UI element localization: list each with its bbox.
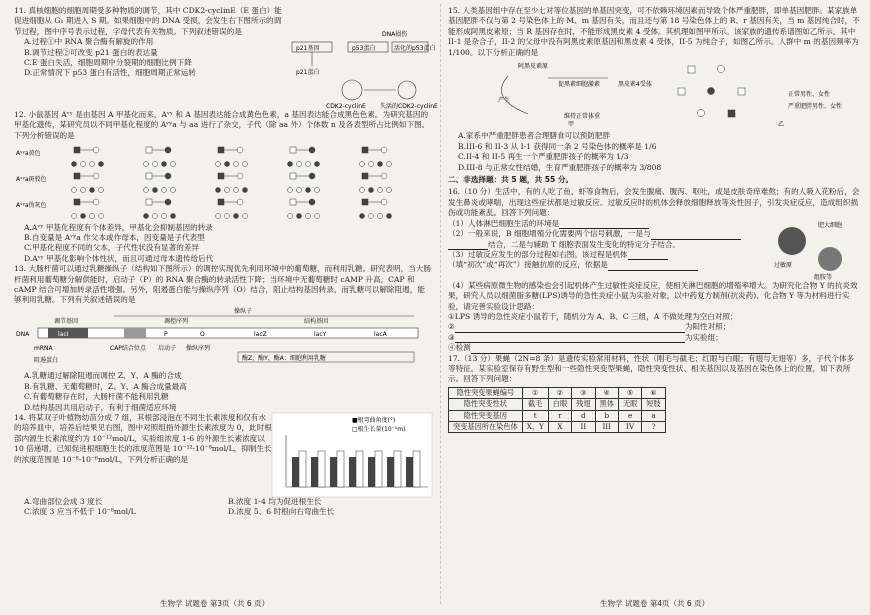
q15-a-label: 阿黑皮素原 (518, 63, 549, 71)
q15-pedigree-symbol (698, 110, 705, 117)
pedigree-offspring-symbol (171, 162, 176, 167)
q15-tag-yi: 乙 (778, 121, 785, 129)
q16-allergy-figure (770, 219, 860, 281)
pedigree-male-symbol (74, 199, 80, 205)
pedigree-offspring-symbol (243, 188, 248, 193)
q16-blank-5[interactable] (608, 262, 698, 271)
table-row-header: 隐性突变果蝇编号 (449, 387, 523, 398)
pedigree-male-symbol (218, 199, 224, 205)
pedigree-offspring-symbol (153, 162, 158, 167)
table-row (449, 387, 666, 398)
pedigree-offspring-symbol (99, 214, 104, 219)
pedigree-offspring-symbol (234, 214, 239, 219)
pedigree-offspring-symbol (90, 214, 95, 219)
pedigree-offspring-symbol (243, 162, 248, 167)
question-12-stem: 12. 小鼠基因 Aᵛʸ 是由基因 A 甲基化而来，Aᵛʸ 和 A 基因表达能合成黄色色素，a 基因表达能合成黑色色素。为研究基因的甲基化遗传，某研究员以不同甲基化程度的 Aᵛʸa 与 aa 进行了杂交，子代（除 aa 外）个体数 n 及各表型所占比例如下图。下列分析错误的是 (14, 110, 430, 140)
table-row-header: 隐性突变基因 (449, 410, 523, 421)
pedigree-offspring-symbol (81, 188, 86, 193)
pedigree-offspring-symbol (162, 188, 167, 193)
pedigree-female-symbol (309, 199, 315, 205)
q13-option-a: A.乳糖通过解除阻遏而调控 Z、Y、A 酶的合成 (24, 371, 182, 381)
table-cell: r (548, 410, 571, 421)
pedigree-offspring-symbol (90, 162, 95, 167)
table-cell: b (595, 410, 618, 421)
q16-item-3b: （填“初次”或“再次”）接触抗原的反应，依据是 (448, 260, 770, 270)
pedigree-offspring-symbol (243, 214, 248, 219)
q15-pedigree (678, 66, 745, 118)
q15-c-label: 黑皮素4受体 (618, 81, 652, 89)
q13-lacz-label: lacZ (254, 330, 267, 338)
q15-pedigree-symbol (688, 66, 695, 73)
table-row (449, 421, 666, 432)
table-row-header: 突变基因所在染色体 (449, 421, 523, 432)
q16-blank-4[interactable] (628, 251, 668, 260)
q14-growth-bar (337, 451, 344, 487)
table-cell: X、Y (522, 421, 548, 432)
question-11-stem: 11. 真核细胞的细胞周期受多种物质的调节，其中 CDK2-cyclinE（E 蛋白）能促进细胞从 G₁ 期进入 S 期。如果细胞中的 DNA 受损，会发生右下图所示的调节过程，图中序号表示过程，字母代表有关物质。下列叙述错误的是 (14, 6, 282, 36)
table-cell: ③ (572, 387, 595, 398)
table-cell: ? (642, 421, 665, 432)
q14-angle-bar (311, 457, 318, 487)
q13-mrna-label: mRNA (34, 344, 53, 352)
q11-p21-label: p21蛋白 (296, 69, 320, 76)
q12-pedigree-figure (14, 141, 432, 219)
pedigree-offspring-symbol (216, 214, 221, 219)
q14-option-d: D.浓度 5、6 时根向右弯曲生长 (228, 507, 335, 517)
q16-item-4: （4）某些病原微生物的感染也会引起机体产生过敏性炎症反应，使相关淋巴细胞的增殖率增大。为研究化合物 Y 的抗炎效果，研究人员以细菌脂多糖(LPS)诱导的急性炎症小鼠为实验对象，以中药复方制剂(抗炎药)、化合物 Y 等为材料进行实验，请完善实验设计思路： (448, 280, 858, 311)
pedigree-offspring-symbol (234, 162, 239, 167)
question-13 (14, 264, 432, 413)
table-cell: 白眼 (548, 399, 571, 410)
q15-option-b: B.III-6 和 II-3 从 I-1 获得同一条 2 号染色体的概率是 1/6 (458, 141, 657, 151)
q14-growth-bar (318, 451, 325, 487)
pedigree-male-symbol (146, 173, 152, 179)
pedigree-female-symbol (237, 199, 243, 205)
q13-dna-label: DNA (16, 330, 30, 338)
q14-option-c: C.浓度 3 应当不低于 10⁻⁸mol/L (24, 507, 136, 517)
pedigree-male-symbol (362, 199, 368, 205)
section-heading-non-choice: 二、非选择题：共 5 题，共 55 分。 (448, 175, 574, 185)
pedigree-offspring-symbol (225, 162, 230, 167)
table-cell: 黑体 (595, 399, 618, 410)
pedigree-offspring-symbol (387, 162, 392, 167)
pedigree-offspring-symbol (360, 188, 365, 193)
pedigree-female-symbol (93, 147, 99, 153)
pedigree-offspring-symbol (90, 188, 95, 193)
pedigree-offspring-symbol (315, 162, 320, 167)
question-15 (448, 6, 860, 173)
pedigree-offspring-symbol (225, 188, 230, 193)
q14-legend-angle: ■根弯曲角度(°) (352, 416, 396, 424)
pedigree-offspring-symbol (234, 188, 239, 193)
q15-option-a: A.家系中严重肥胖患者合理膳食可以预防肥胖 (458, 131, 611, 141)
pedigree-offspring-symbol (162, 214, 167, 219)
q11-cdk-label: CDK2-cyclinE (326, 103, 366, 110)
q16-fig-l2: 肥大细胞 (818, 221, 843, 229)
pedigree-offspring-symbol (306, 162, 311, 167)
q16-step-4: ④检测 (448, 343, 860, 353)
q15-option-c: C.II-4 和 II-5 再生一个严重肥胖孩子的概率为 1/3 (458, 152, 629, 162)
question-12 (14, 110, 432, 264)
q16-blank-1[interactable] (559, 220, 649, 229)
q13-reg-label: 调节基因 (54, 317, 79, 325)
q15-b-label: 促黑素细胞激素 (558, 81, 601, 89)
q12-row-label-yellow: Aᵛʸa黄色 (16, 150, 41, 158)
pedigree-female-symbol (93, 173, 99, 179)
q14-growth-bar (394, 451, 401, 487)
q12-option-c: C.甲基化程度不同的父本，子代性状没有显著的差异 (24, 243, 200, 253)
right-column (448, 6, 860, 433)
pedigree-male-symbol (218, 147, 224, 153)
table-row (449, 410, 666, 421)
q14-bar-figure (272, 413, 432, 497)
q15-d-label: 维持正常体重 (564, 113, 601, 121)
pedigree-offspring-symbol (378, 162, 383, 167)
q14-angle-bar (387, 457, 394, 487)
pedigree-female-symbol (165, 199, 171, 205)
q14-growth-bar (375, 451, 382, 487)
q15-figure (448, 58, 860, 128)
q15-e-label: 产生 (498, 97, 511, 105)
pedigree-offspring-symbol (369, 214, 374, 219)
question-17-stem: 17.（13 分）果蝇（2N=8 条）是遗传实验常用材料，性状（刚毛与截毛；红眼与白眼；有翅与无翅等）多，子代个体多等特征。某实验室保存有野生型和一些隐性突变型果蝇，隐性突变性状、相关基因以及基因在染色体上的位置，如下表所示。回答下列问题： (448, 353, 855, 384)
question-16 (448, 187, 860, 353)
pedigree-offspring-symbol (72, 188, 77, 193)
pedigree-offspring-symbol (144, 214, 149, 219)
q16-item-2b: 结合，二是与辅助 T 细胞表面发生变化的特定分子结合。 (448, 240, 770, 250)
q11-dna-label: DNA损伤 (382, 31, 408, 38)
q13-operon-label: 操纵子 (234, 307, 253, 315)
q14-legend-growth: □根生长量(10⁻¹m) (352, 425, 406, 433)
q13-p-label: P (164, 330, 168, 338)
pedigree-offspring-symbol (306, 188, 311, 193)
question-15-stem: 15. 人类基因组中存在至少七对等位基因的单基因突变，可不依赖环境因素而导致个体严重肥胖，即单基因肥胖。某家族单基因肥胖不仅与第 2 号染色体上的 M、m 基因有关，而且还与第 18 号染色体上的 R、r 基因有关，当 m 基因纯合时，不能形成阿黑皮素原；当 R 基因存在时，不能形成黑皮素 4 受体。其机理如图甲所示。该家族的遗传系谱图如乙所示，其中 II-1 是杂合子，II-2 的父母中没有阿黑皮素原基因和黑皮素 4 受体，II-5 为纯合子，如图乙所示。人群中 m 的基因频率为 1/100。以下分析正确的是 (448, 6, 860, 57)
right-page-footer: 生物学 试题卷 第4页（共 6 页） (600, 599, 710, 608)
pedigree-offspring-symbol (99, 188, 104, 193)
pedigree-offspring-symbol (81, 214, 86, 219)
pedigree-female-symbol (237, 147, 243, 153)
pedigree-offspring-symbol (153, 214, 158, 219)
q13-o-label: O (200, 330, 205, 338)
pedigree-offspring-symbol (72, 162, 77, 167)
left-page-footer: 生物学 试题卷 第3页（共 6 页） (160, 599, 270, 608)
pedigree-offspring-symbol (99, 162, 104, 167)
q11-p53-label: p53蛋白 (352, 45, 376, 52)
pedigree-male-symbol (218, 173, 224, 179)
table-row-header: 隐性突变性状 (449, 399, 523, 410)
q16-fig-l3: 组胺等 (814, 273, 833, 281)
q15-option-d: D.III-8 与正常女性结婚，生育严重肥胖孩子的概率为 3/808 (458, 162, 662, 172)
pedigree-offspring-symbol (144, 162, 149, 167)
table-cell: 短肢 (642, 399, 665, 410)
q13-enz-label: 酶Z、酶Y、酶A：细胞利用乳糖 (242, 354, 326, 362)
pedigree-offspring-symbol (369, 162, 374, 167)
pedigree-offspring-symbol (306, 214, 311, 219)
pedigree-offspring-symbol (369, 188, 374, 193)
q13-prom-label: 启动子 (158, 344, 177, 352)
q14-options-row-2 (24, 507, 432, 517)
q14-angle-bar (349, 457, 356, 487)
q14-growth-bar (356, 451, 363, 487)
q13-opr-label: 操纵序列 (186, 344, 211, 352)
pedigree-offspring-symbol (360, 162, 365, 167)
q15-pedigree-symbol (728, 110, 735, 117)
q14-options-row-1 (24, 497, 432, 507)
column-divider (440, 4, 441, 604)
pedigree-male-symbol (290, 173, 296, 179)
pedigree-male-symbol (362, 147, 368, 153)
pedigree-female-symbol (309, 173, 315, 179)
pedigree-offspring-symbol (288, 214, 293, 219)
question-13-stem: 13. 大肠杆菌可以通过乳糖操纵子（结构如下图所示）的调控实现优先利用环境中的葡萄糖，而利用乳糖。研究表明，当大肠杆菌利用葡萄糖分解供能时，启动子（P）的 RNA 聚合酶的转录活性下降；当环境中无葡萄糖时 cAMP 升高，CAP 和 cAMP 结合可增加转录活性增强。另外，阻遏蛋白能与操纵序列（O）结合，阻止结构基因转录，而乳糖可以解除阻遏，能够利用乳糖。下列有关叙述错误的是 (14, 264, 431, 305)
q16-blank-8[interactable] (471, 345, 771, 354)
q13-option-c: C.有葡萄糖存在时，大肠杆菌不能利用乳糖 (24, 392, 169, 402)
table-cell: 残翅 (572, 399, 595, 410)
q11-option-a: A.过程①中 RNA 聚合酶有解旋的作用 (24, 37, 154, 47)
q13-option-d: D.结构基因共用启动子，有利于细菌适应环境 (24, 402, 177, 412)
table-cell: ⑤ (618, 387, 641, 398)
pedigree-diagrams (72, 147, 392, 219)
table-cell: ⑥ (642, 387, 665, 398)
q12-option-d: D.Aᵛʸ 甲基化影响个体性状，而且可通过母本遗传给后代 (24, 253, 214, 263)
q15-pedigree-symbol (708, 88, 715, 95)
q15-pedigree-symbol (678, 88, 685, 95)
question-14 (14, 413, 432, 518)
q15-pedigree-symbol (738, 88, 745, 95)
q13-laca-label: lacA (374, 330, 387, 338)
pedigree-female-symbol (165, 147, 171, 153)
q14-option-a: A.弯曲部位会成 3 度长 (24, 496, 103, 506)
q13-option-b: B.有乳糖、无葡萄糖时，Z、Y、A 酶合成量最高 (24, 381, 187, 391)
question-17 (448, 354, 860, 434)
pedigree-offspring-symbol (216, 188, 221, 193)
q16-step-3: ③ 为实验组； (448, 332, 723, 342)
q12-row-label-mottled: Aᵛʸa斑驳色 (16, 176, 47, 184)
pedigree-male-symbol (290, 199, 296, 205)
q16-blank-7[interactable] (455, 334, 685, 343)
question-14-stem: 14. 将某双子叶植物幼苗分成 7 组，其根部浸泡在不同生长素浓度和仅有水的培养皿中，培养后结果见右图，图中对照组指外源生长素浓度为 0，此时根部内源生长素浓度约为 10⁻¹²mol/L，实验组浓度 1-6 的外源生长素浓度以 10 倍递增，已知促进根细胞生长的浓度范围是 10⁻¹²-10⁻⁸mol/L，抑制生长的浓度范围是 10⁻⁸-10⁻⁶mol/L，下列分析正确的是 (14, 412, 272, 464)
q13-laci-label: lacI (58, 330, 69, 338)
q13-struct-label: 结构基因 (304, 317, 329, 325)
pedigree-offspring-symbol (387, 188, 392, 193)
pedigree-male-symbol (74, 147, 80, 153)
q14-growth-bar (413, 451, 420, 487)
pedigree-female-symbol (237, 173, 243, 179)
pedigree-offspring-symbol (297, 214, 302, 219)
q12-option-b: B.自变量是 Aᵛʸa 作父本或作母本，因变量是子代表型 (24, 233, 205, 243)
pedigree-male-symbol (146, 199, 152, 205)
pedigree-offspring-symbol (378, 188, 383, 193)
pedigree-female-symbol (165, 173, 171, 179)
q11-p21gene-label: p21基因 (296, 45, 320, 52)
q15-pedigree-symbol (718, 66, 725, 73)
q12-option-a: A.Aᵛʸ 甲基化程度有个体差异，甲基化会抑制基因的转录 (24, 222, 213, 232)
pedigree-offspring-symbol (360, 214, 365, 219)
table-cell: e (618, 410, 641, 421)
q13-lacy-label: lacY (314, 330, 327, 338)
q13-cap-label: CAP结合位点 (110, 344, 146, 352)
table-cell: 无眼 (618, 399, 641, 410)
q15-legend-obese: 严重肥胖男性、女性 (788, 103, 843, 111)
q17-mutant-table (448, 387, 666, 434)
q12-row-label-pseudoagouti: Aᵛʸa伪灰色 (16, 202, 47, 210)
pedigree-male-symbol (362, 173, 368, 179)
question-16-stem: 16.（10 分）生活中，有的人吃了鱼、虾等食物后，会发生腹痛、腹泻、呕吐，或是皮肤奇痒难熬；有的人吸入花粉后，会发生鼻炎或哮喘，出现这些症状都是过敏反应。过敏反应时的机体会释放细胞释放等炎性因子，引发炎症反应，造成组织损伤或功能紊乱。回答下列问题： (448, 187, 860, 218)
pedigree-offspring-symbol (171, 188, 176, 193)
q15-tag-jia: 甲 (568, 121, 575, 129)
q16-item-2: （2）一般来说，B 细胞增殖分化需要两个信号刺激，一是与 (448, 229, 770, 239)
table-cell: ④ (595, 387, 618, 398)
table-cell: ② (548, 387, 571, 398)
q16-step-1: ①LPS 诱导的急性炎症小鼠若干，随机分为 A、B、C 三组，A 不做处理为空白对照； (448, 311, 738, 321)
pedigree-offspring-symbol (315, 214, 320, 219)
q11-option-d: D.正常情况下 p53 蛋白有活性，细胞周期正常运转 (24, 68, 196, 78)
pedigree-offspring-symbol (297, 162, 302, 167)
table-cell: IV (618, 421, 641, 432)
question-11 (14, 6, 438, 110)
q13-repr-label: 阻遏蛋白 (34, 356, 59, 364)
pedigree-offspring-symbol (72, 214, 77, 219)
q14-angle-bar (330, 457, 337, 487)
q14-angle-bar (292, 457, 299, 487)
pedigree-offspring-symbol (225, 214, 230, 219)
q11-active-label: 活化的p53蛋白 (394, 45, 436, 52)
q16-item-3: （3）过敏反应发生的部分过程如右图。该过程是机体 (448, 250, 770, 260)
q11-inactive-label: 失活的CDK2-cyclinE (380, 103, 438, 110)
pedigree-male-symbol (74, 173, 80, 179)
left-column (14, 6, 438, 518)
q14-angle-bar (368, 457, 375, 487)
q16-step-2: ② 为阳性对照； (448, 322, 731, 332)
q14-option-b: B.浓度 1-4 均为促进根生长 (228, 496, 322, 506)
pedigree-female-symbol (381, 147, 387, 153)
q11-figure (282, 28, 438, 110)
pedigree-female-symbol (309, 147, 315, 153)
table-cell: t (522, 410, 548, 421)
table-cell: 截毛 (522, 399, 548, 410)
pedigree-offspring-symbol (297, 188, 302, 193)
pedigree-offspring-symbol (387, 214, 392, 219)
pedigree-offspring-symbol (378, 214, 383, 219)
table-cell: X (548, 421, 571, 432)
q15-legend-normal: 正常男性、女性 (788, 91, 831, 99)
q16-blank-2[interactable] (651, 231, 741, 240)
pedigree-offspring-symbol (81, 162, 86, 167)
q11-option-c: C.E 蛋白失活，细胞周期中分裂期的细胞比例下降 (24, 58, 192, 68)
pedigree-offspring-symbol (144, 188, 149, 193)
table-cell: II (572, 421, 595, 432)
pedigree-female-symbol (381, 173, 387, 179)
table-cell: a (642, 410, 665, 421)
pedigree-offspring-symbol (153, 188, 158, 193)
q14-growth-bar (299, 451, 306, 487)
q11-option-b: B.调节过程②可改变 p21 蛋白的表达量 (24, 47, 158, 57)
table-cell: d (572, 410, 595, 421)
q13-ctrl-label: 调控序列 (164, 317, 189, 325)
pedigree-offspring-symbol (216, 162, 221, 167)
q16-item-1: （1）人体淋巴细胞生活的环境是 (448, 219, 770, 229)
q14-angle-bar (406, 457, 413, 487)
table-cell: ① (522, 387, 548, 398)
pedigree-offspring-symbol (288, 162, 293, 167)
pedigree-female-symbol (93, 199, 99, 205)
table-cell: III (595, 421, 618, 432)
pedigree-offspring-symbol (171, 214, 176, 219)
pedigree-offspring-symbol (315, 188, 320, 193)
pedigree-male-symbol (290, 147, 296, 153)
pedigree-offspring-symbol (162, 162, 167, 167)
q16-blank-6[interactable] (455, 324, 685, 333)
q16-blank-3[interactable] (448, 241, 488, 250)
pedigree-male-symbol (146, 147, 152, 153)
pedigree-female-symbol (381, 199, 387, 205)
q16-fig-l1: 过敏原 (774, 261, 793, 269)
q13-operon-figure (14, 306, 432, 368)
table-row (449, 399, 666, 410)
pedigree-offspring-symbol (288, 188, 293, 193)
